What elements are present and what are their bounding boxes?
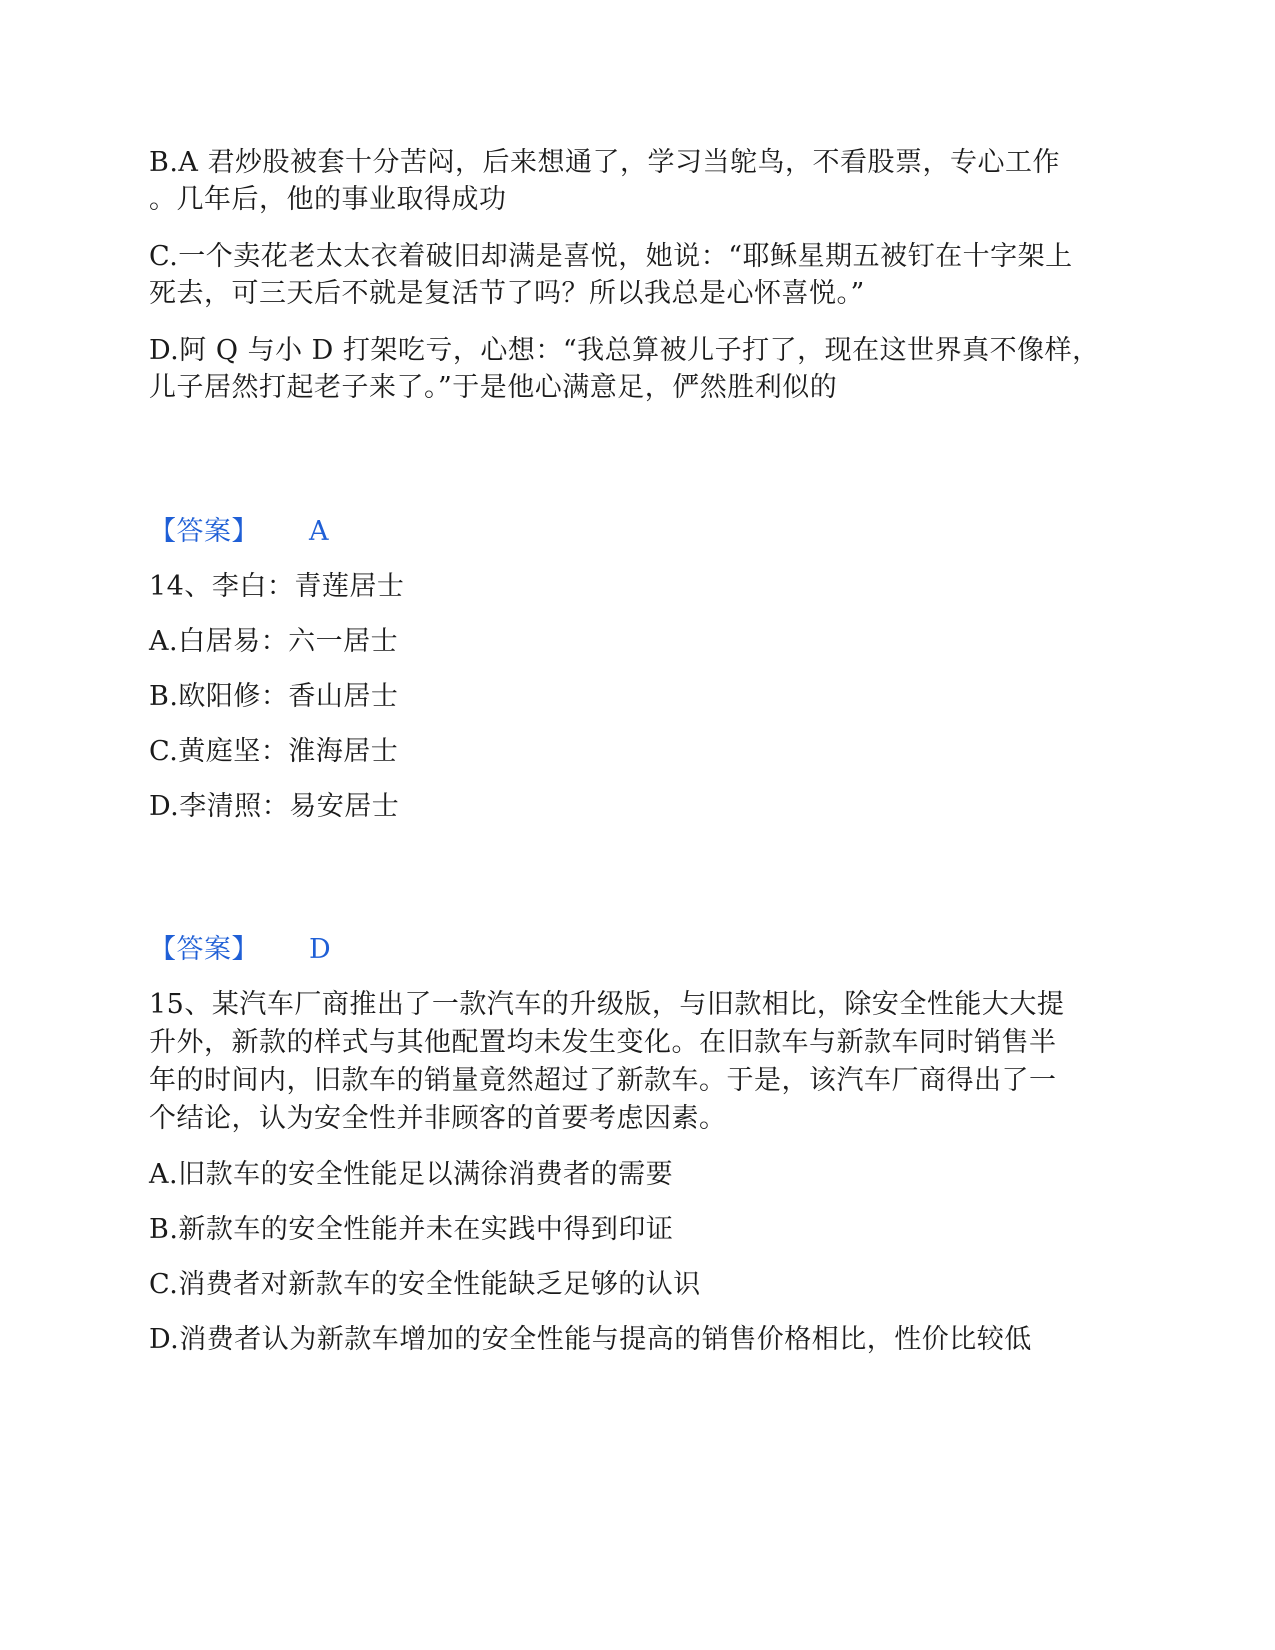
answer-13 [149,512,1129,552]
q13-option-b-line1: B.A 君炒股被套十分苦闷，后来想通了，学习当鸵鸟，不看股票，专心工作 [149,147,1061,178]
q13-option-b-line2: 。几年后，他的事业取得成功 [149,184,507,215]
q15-option-a: A.旧款车的安全性能足以满徐消费者的需要 [149,1159,674,1190]
q15-option-b: B.新款车的安全性能并未在实践中得到印证 [149,1214,674,1245]
q14-option-b: B.欧阳修：香山居士 [149,681,399,712]
q15-stem-line2: 升外，新款的样式与其他配置均未发生变化。在旧款车与新款车同时销售半 [149,1027,1057,1058]
q15-option-c: C.消费者对新款车的安全性能缺乏足够的认识 [149,1269,701,1300]
q14-option-d: D.李清照：易安居士 [149,791,400,822]
q13-option-c-line1: C.一个卖花老太太衣着破旧却满是喜悦，她说：“耶稣星期五被钉在十字架上 [149,241,1073,272]
q13-option-c-line2: 死去，可三天后不就是复活节了吗？所以我总是心怀喜悦。” [149,278,865,309]
answer-14 [149,930,1129,970]
q13-option-d-line1: D.阿 Q 与小 D 打架吃亏，心想：“我总算被儿子打了，现在这世界真不像样， [149,335,1100,366]
q14-option-a: A.白居易：六一居士 [149,626,399,657]
answer-label: 【答案】 [149,934,259,965]
q14-stem: 14、李白：青莲居士 [149,571,405,602]
q15-stem-line4: 个结论，认为安全性并非顾客的首要考虑因素。 [149,1103,727,1134]
answer-value: A [309,516,329,547]
answer-label: 【答案】 [149,516,259,547]
q15-option-d: D.消费者认为新款车增加的安全性能与提高的销售价格相比，性价比较低 [149,1324,1032,1355]
q15-stem-line3: 年的时间内，旧款车的销量竟然超过了新款车。于是，该汽车厂商得出了一 [149,1065,1057,1096]
q15-stem-line1: 15、某汽车厂商推出了一款汽车的升级版，与旧款相比，除安全性能大大提 [149,989,1065,1020]
q13-option-d-line2: 儿子居然打起老子来了。”于是他心满意足，俨然胜利似的 [149,372,838,403]
q14-option-c: C.黄庭坚：淮海居士 [149,736,399,767]
answer-value: D [309,934,332,965]
